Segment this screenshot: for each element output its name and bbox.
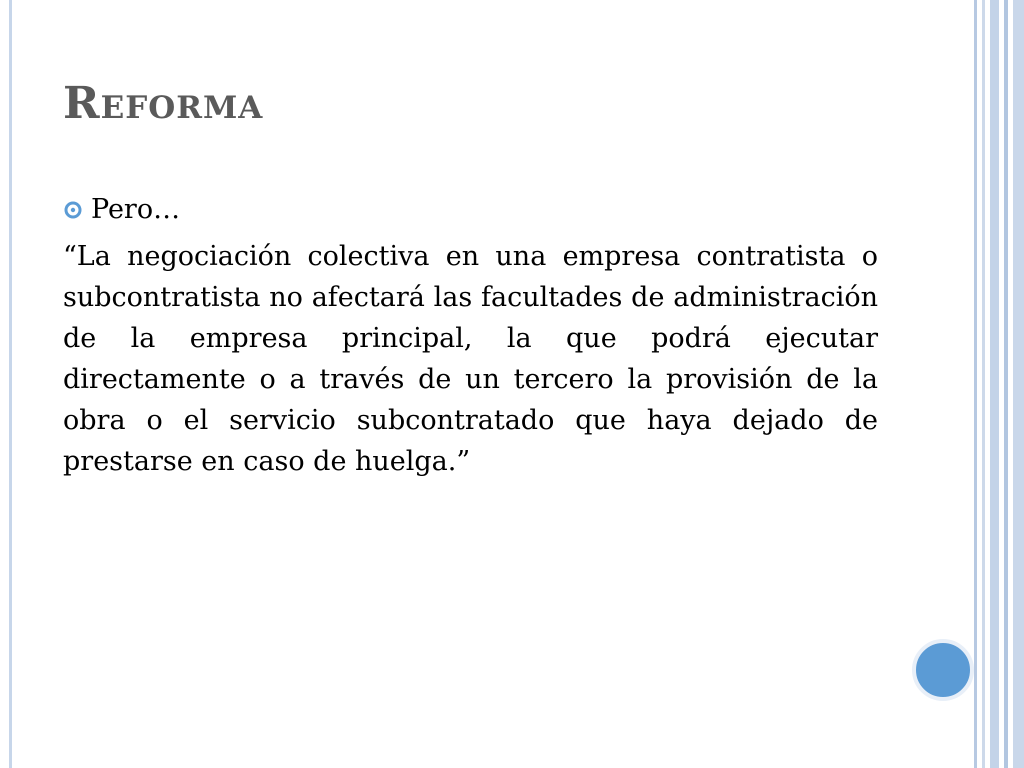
left-decorative-rule [9, 0, 12, 768]
quote-paragraph: “La negociación colectiva en una empresa contratista o subcontratista no afectará las facultades de administración de la empresa principal, la que podrá ejecutar directamente o a través de un tercero la provisión de la obra o el servicio subcontratado que haya dejado de prestarse en caso de huelga.” [63, 241, 878, 477]
bullet-item [63, 190, 878, 230]
decorative-circle-icon [912, 639, 974, 701]
decor-bar [982, 0, 985, 768]
decor-bar [1004, 0, 1008, 768]
ring-bullet-icon [63, 200, 83, 220]
bullet-text: Pero… [91, 194, 181, 225]
decor-bar [1013, 0, 1024, 768]
decor-bar [990, 0, 999, 768]
slide-title: Reforma [63, 78, 264, 129]
slide-body [63, 190, 878, 482]
decor-bar [974, 0, 977, 768]
right-decorative-bars [974, 0, 1024, 768]
